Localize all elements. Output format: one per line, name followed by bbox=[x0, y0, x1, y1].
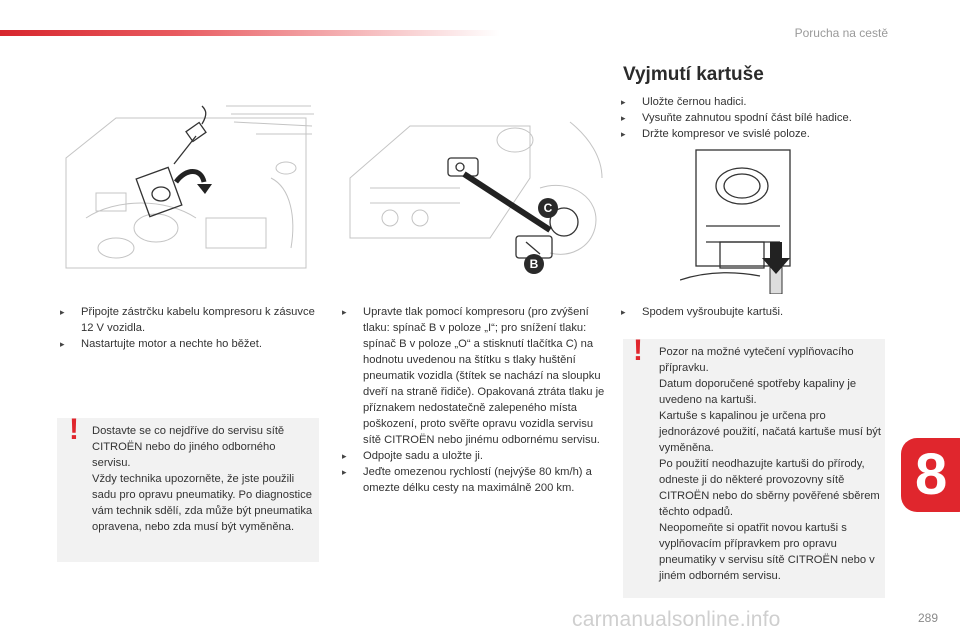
section-title: Porucha na cestě bbox=[794, 26, 888, 40]
list-item: ▸ Vysuňte zahnutou spodní část bílé hadice. bbox=[619, 110, 899, 126]
warning-icon: ! bbox=[69, 413, 79, 446]
label-b: B bbox=[529, 257, 539, 271]
pressure-steps-list bbox=[340, 304, 610, 496]
list-item: ▸ Upravte tlak pomocí kompresoru (pro zvýšení tlaku: spínač B v poloze „I“; pro snížení tlaku: spínač B v poloze „O“ a stisknutí tlačítka C) na hodnotu uvedenou na štítku s tlaky huštění pneumatik vozidla (štítek se nachází na sloupku dveří na straně řidiče). Opakovaná ztráta tlaku je příznakem nedostatečně zalepeného místa poškození, proto svěřte opravu vozidla servisu sítě CITROËN nebo jinému odbornému servisu. bbox=[340, 304, 610, 448]
illustration-compressor-controls bbox=[340, 118, 604, 276]
list-item: ▸ Jeďte omezenou rychlostí (nejvýše 80 km/h) a omezte délku cesty na maximálně 200 km. bbox=[340, 464, 610, 496]
list-item: ▸ Uložte černou hadici. bbox=[619, 94, 899, 110]
warning-text: Dostavte se co nejdříve do servisu sítě CITROËN nebo do jiného odborného servisu. bbox=[92, 425, 285, 469]
cartridge-steps-list bbox=[619, 94, 899, 142]
illustration-plug-socket bbox=[56, 98, 318, 276]
warning-text: Vždy technika upozorněte, že jste použili sadu pro opravu pneumatiky. Po diagnostice vám technik sdělí, zda může být pneumatika opravena, nebo zda musí být vyměněna. bbox=[92, 473, 313, 533]
list-item: ▸ Odpojte sadu a uložte ji. bbox=[340, 448, 610, 464]
warning-text: Pozor na možné vytečení vyplňovacího přípravku. bbox=[659, 346, 854, 374]
header-accent-bar bbox=[0, 30, 500, 36]
watermark: carmanualsonline.info bbox=[572, 608, 781, 631]
chapter-tab: 8 bbox=[901, 438, 960, 512]
label-c: C bbox=[543, 201, 553, 215]
page-number: 289 bbox=[917, 611, 938, 625]
warning-text: Neopomeňte si opatřit novou kartuši s vyplňovacím přípravkem pro opravu pneumatiky v servisu sítě CITROËN nebo v jiném odborném servisu. bbox=[659, 522, 875, 582]
section-heading: Vyjmutí kartuše bbox=[623, 64, 764, 85]
list-item: ▸ Nastartujte motor a nechte ho běžet. bbox=[58, 336, 318, 352]
warning-box-cartridge bbox=[623, 334, 885, 598]
list-item: ▸ Spodem vyšroubujte kartuši. bbox=[619, 304, 879, 320]
warning-box-service bbox=[57, 413, 319, 562]
warning-text: Po použití neodhazujte kartuši do přírody, odneste ji do některé provozovny sítě CITROËN nebo do sběrny pověřené sběrem těchto odpadů. bbox=[659, 458, 880, 518]
warning-text: Datum doporučené spotřeby kapaliny je uvedeno na kartuši. bbox=[659, 378, 857, 406]
warning-icon: ! bbox=[633, 334, 643, 367]
illustration-cartridge-removal bbox=[680, 146, 806, 294]
list-item: ▸ Připojte zástrčku kabelu kompresoru k zásuvce 12 V vozidla. bbox=[58, 304, 318, 336]
connection-steps-list bbox=[58, 304, 318, 352]
warning-text: Kartuše s kapalinou je určena pro jednorázové použití, načatá kartuše musí být vyměněna. bbox=[659, 410, 882, 454]
list-item: ▸ Držte kompresor ve svislé poloze. bbox=[619, 126, 899, 142]
unscrew-step-list bbox=[619, 304, 879, 320]
